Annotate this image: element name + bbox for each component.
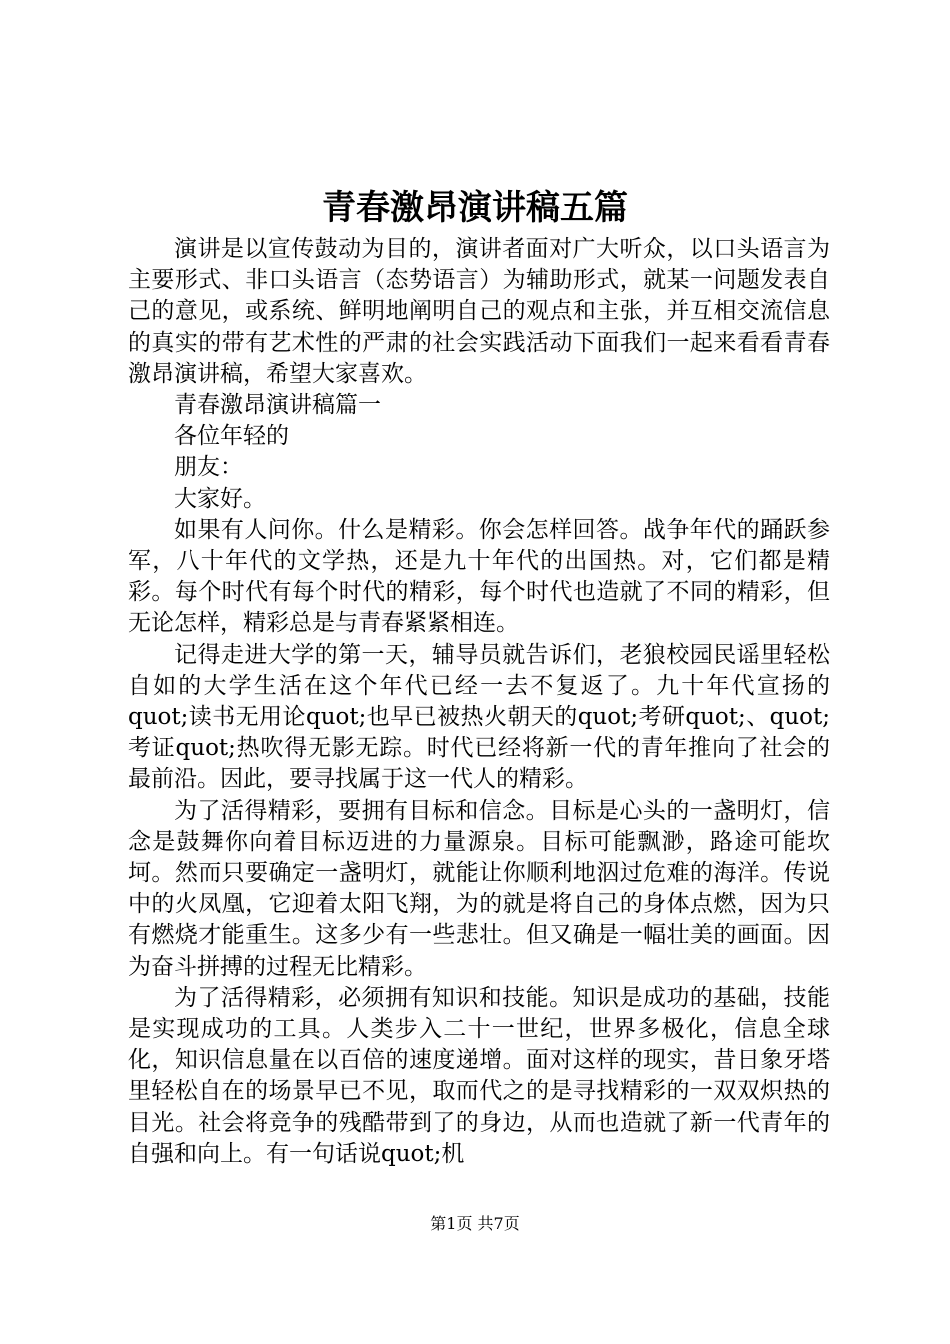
greeting-line: 各位年轻的 — [174, 423, 289, 450]
body-paragraph: 为了活得精彩，必须拥有知识和技能。知识是成功的基础，技能是实现成功的工具。人类步入二十一世纪，世界多极化，信息全球化，知识信息量在以百倍的速度递增。面对这样的现实，昔日象牙塔里轻松自在的场景早已不见，取而代之的是寻找精彩的一双双炽热的目光。社会将竞争的残酷带到了的身边，从而也造就了新一代青年的自强和向上。有一句话说quot;机 — [128, 984, 830, 1167]
greeting-line: 大家好。 — [174, 485, 266, 512]
greeting-line: 朋友： — [174, 454, 243, 481]
body-paragraph: 为了活得精彩，要拥有目标和信念。目标是心头的一盏明灯，信念是鼓舞你向着目标迈进的力量源泉。目标可能飘渺，路途可能坎坷。然而只要确定一盏明灯，就能让你顺利地泅过危难的海洋。传说中的火凤凰，它迎着太阳飞翔，为的就是将自己的身体点燃，因为只有燃烧才能重生。这多少有一些悲壮。但又确是一幅壮美的画面。因为奋斗拼搏的过程无比精彩。 — [128, 797, 830, 980]
document-body — [128, 234, 830, 1170]
page-title: 青春激昂演讲稿五篇 — [322, 188, 628, 228]
section-heading: 青春激昂演讲稿篇一 — [174, 392, 381, 419]
body-paragraph: 记得走进大学的第一天，辅导员就告诉们，老狼校园民谣里轻松自如的大学生活在这个年代已经一去不复返了。九十年代宣扬的quot;读书无用论quot;也早已被热火朝天的quot;考研quot;、quot;考证quot;热吹得无影无踪。时代已经将新一代的青年推向了社会的最前沿。因此，要寻找属于这一代人的精彩。 — [128, 641, 830, 793]
body-paragraph: 如果有人问你。什么是精彩。你会怎样回答。战争年代的踊跃参军，八十年代的文学热，还是九十年代的出国热。对，它们都是精彩。每个时代有每个时代的精彩，每个时代也造就了不同的精彩，但无论怎样，精彩总是与青春紧紧相连。 — [128, 516, 830, 637]
intro-paragraph: 演讲是以宣传鼓动为目的，演讲者面对广大听众，以口头语言为主要形式、非口头语言（态势语言）为辅助形式，就某一问题发表自己的意见，或系统、鲜明地阐明自己的观点和主张，并互相交流信息的真实的带有艺术性的严肃的社会实践活动下面我们一起来看看青春激昂演讲稿，希望大家喜欢。 — [128, 236, 830, 387]
page-number: 第1页 共7页 — [430, 1214, 520, 1233]
